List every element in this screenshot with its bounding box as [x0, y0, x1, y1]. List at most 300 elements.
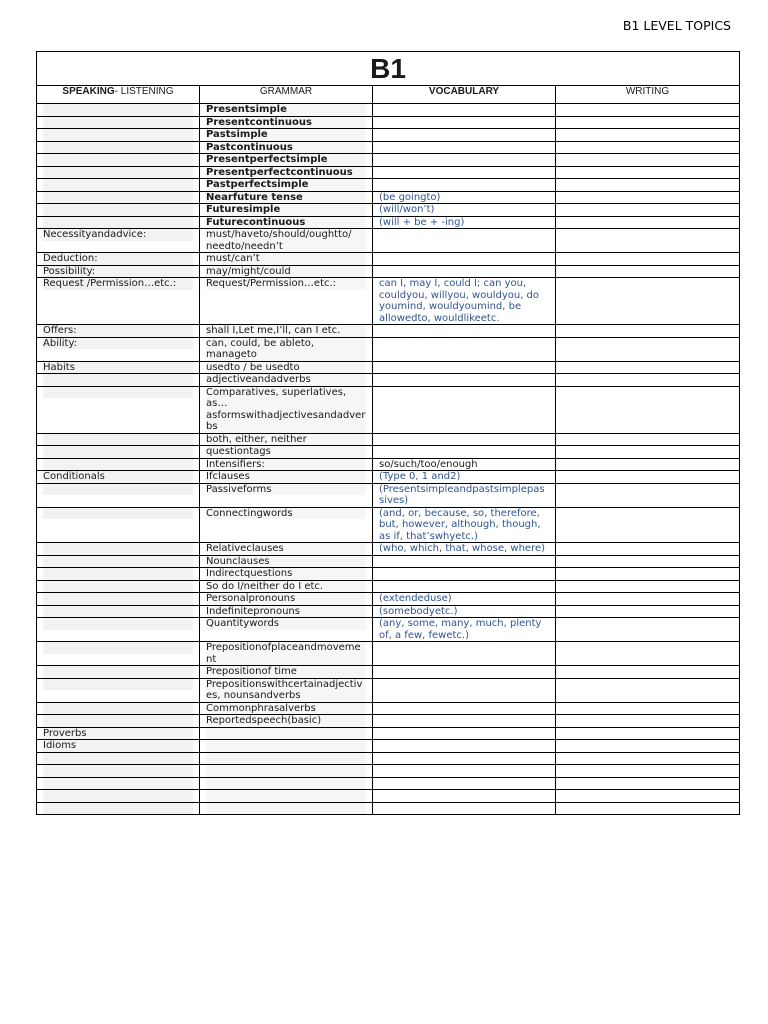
vocabulary-cell-text: [379, 229, 382, 240]
table-row: [37, 325, 740, 338]
speaking-cell: [37, 337, 200, 361]
page-header: B1 LEVEL TOPICS: [622, 18, 731, 33]
writing-cell: [556, 433, 740, 446]
vocabulary-cell-text: [379, 434, 382, 445]
table-row: [37, 642, 740, 666]
vocabulary-cell-text: [379, 387, 382, 398]
table-row: [37, 702, 740, 715]
header-row: [37, 86, 740, 104]
writing-cell: [556, 618, 740, 642]
speaking-cell: [37, 129, 200, 142]
table-row: [37, 374, 740, 387]
grammar-cell-text: [206, 740, 366, 752]
grammar-cell: [200, 386, 373, 433]
vocabulary-cell: [373, 483, 556, 507]
grammar-cell-text: Futuresimple: [206, 204, 366, 216]
writing-cell: [556, 265, 740, 278]
table-row: [37, 116, 740, 129]
vocabulary-cell: [373, 642, 556, 666]
speaking-cell-text: Possibility:: [43, 266, 193, 278]
grammar-cell: [200, 507, 373, 543]
grammar-cell: [200, 580, 373, 593]
grammar-cell-text: Passiveforms: [206, 484, 366, 496]
vocabulary-cell-text: (will/won’t): [379, 204, 435, 215]
grammar-cell-text: Personalpronouns: [206, 593, 366, 605]
speaking-cell: [37, 386, 200, 433]
speaking-cell: [37, 141, 200, 154]
speaking-cell-text: Proverbs: [43, 728, 193, 740]
grammar-cell: [200, 361, 373, 374]
vocabulary-cell: [373, 702, 556, 715]
table-row: [37, 458, 740, 471]
speaking-cell-text: [43, 556, 193, 568]
table-row: [37, 715, 740, 728]
vocabulary-cell: [373, 507, 556, 543]
writing-cell: [556, 777, 740, 790]
vocabulary-cell: [373, 752, 556, 765]
grammar-cell-text: Connectingwords: [206, 508, 366, 520]
table-row: [37, 802, 740, 815]
writing-cell: [556, 702, 740, 715]
writing-cell: [556, 386, 740, 433]
grammar-cell: [200, 777, 373, 790]
speaking-cell: [37, 727, 200, 740]
speaking-cell-text: Offers:: [43, 325, 193, 337]
speaking-cell: [37, 116, 200, 129]
grammar-cell-text: [206, 765, 366, 777]
writing-cell: [556, 458, 740, 471]
table-row: [37, 727, 740, 740]
grammar-cell-text: Intensifiers:: [206, 459, 366, 471]
table-row: [37, 543, 740, 556]
grammar-cell: [200, 765, 373, 778]
grammar-cell-text: Comparatives, superlatives, as… asformswithadjectivesandadverbs: [206, 386, 366, 432]
speaking-cell-text: [43, 387, 193, 399]
speaking-cell: [37, 568, 200, 581]
grammar-cell: [200, 618, 373, 642]
vocabulary-cell-text: [379, 666, 382, 677]
grammar-cell: [200, 642, 373, 666]
speaking-cell-text: [43, 543, 193, 555]
grammar-cell-text: Pastcontinuous: [206, 142, 366, 154]
speaking-cell-text: [43, 790, 193, 802]
speaking-cell: [37, 154, 200, 167]
writing-cell: [556, 229, 740, 253]
vocabulary-cell-text: [379, 167, 382, 178]
grammar-cell-text: Presentperfectsimple: [206, 154, 366, 166]
speaking-cell-text: [43, 642, 193, 654]
grammar-cell-text: must/can’t: [206, 253, 366, 265]
speaking-cell-text: [43, 618, 193, 630]
writing-cell: [556, 580, 740, 593]
speaking-cell-text: Ability:: [43, 338, 193, 350]
writing-cell: [556, 543, 740, 556]
speaking-cell: [37, 543, 200, 556]
speaking-cell: [37, 458, 200, 471]
grammar-cell: [200, 191, 373, 204]
speaking-cell-text: [43, 117, 193, 129]
table-row: [37, 446, 740, 459]
table-row: [37, 507, 740, 543]
grammar-cell: [200, 325, 373, 338]
speaking-cell: [37, 216, 200, 229]
speaking-cell-text: [43, 104, 193, 116]
grammar-cell-text: must/haveto/should/oughtto/ needto/needn’t: [206, 229, 366, 252]
grammar-cell: [200, 678, 373, 702]
speaking-cell-text: [43, 778, 193, 790]
speaking-cell: [37, 777, 200, 790]
speaking-cell-text: Necessityandadvice:: [43, 229, 193, 241]
speaking-cell: [37, 166, 200, 179]
grammar-cell: [200, 555, 373, 568]
vocabulary-cell-text: (and, or, because, so, therefore, but, however, although, though, as if, that’swhyetc.): [379, 507, 541, 542]
speaking-cell-text: [43, 142, 193, 154]
speaking-cell-text: [43, 217, 193, 229]
header-vocabulary: VOCABULARY: [373, 86, 556, 104]
speaking-cell: [37, 191, 200, 204]
writing-cell: [556, 507, 740, 543]
speaking-cell-text: Request /Permission…etc.:: [43, 278, 193, 290]
grammar-cell-text: Reportedspeech(basic): [206, 715, 366, 727]
grammar-cell: [200, 141, 373, 154]
vocabulary-cell: [373, 129, 556, 142]
speaking-cell-text: [43, 593, 193, 605]
grammar-cell: [200, 278, 373, 325]
vocabulary-cell-text: (will + be + -ing): [379, 216, 465, 228]
vocabulary-cell: [373, 568, 556, 581]
vocabulary-cell: [373, 179, 556, 192]
grammar-cell: [200, 702, 373, 715]
speaking-cell: [37, 483, 200, 507]
writing-cell: [556, 129, 740, 142]
grammar-cell-text: [206, 728, 366, 740]
speaking-cell-text: [43, 803, 193, 815]
grammar-cell-text: adjectiveandadverbs: [206, 374, 366, 386]
speaking-cell-text: [43, 581, 193, 593]
table-row: [37, 777, 740, 790]
writing-cell: [556, 253, 740, 266]
speaking-cell-text: [43, 204, 193, 216]
grammar-cell: [200, 802, 373, 815]
grammar-cell-text: both, either, neither: [206, 434, 366, 446]
vocabulary-cell: [373, 204, 556, 217]
grammar-cell-text: Quantitywords: [206, 618, 366, 630]
vocabulary-cell: [373, 471, 556, 484]
table-row: [37, 216, 740, 229]
vocabulary-cell-text: [379, 154, 382, 165]
vocabulary-cell: [373, 278, 556, 325]
grammar-cell-text: Indefinitepronouns: [206, 606, 366, 618]
speaking-cell: [37, 555, 200, 568]
vocabulary-cell-text: (be goingto): [379, 191, 441, 203]
vocabulary-cell-text: [379, 679, 382, 690]
vocabulary-cell-text: [379, 703, 382, 714]
vocabulary-cell-text: [379, 568, 382, 579]
vocabulary-cell: [373, 740, 556, 753]
speaking-cell-text: [43, 679, 193, 691]
speaking-cell: [37, 642, 200, 666]
vocabulary-cell-text: [379, 129, 382, 140]
vocabulary-cell: [373, 191, 556, 204]
table-row: [37, 253, 740, 266]
grammar-cell-text: can, could, be ableto, manageto: [206, 338, 366, 361]
vocabulary-cell: [373, 374, 556, 387]
speaking-cell: [37, 446, 200, 459]
table-row: [37, 191, 740, 204]
vocabulary-cell: [373, 446, 556, 459]
grammar-cell-text: Presentperfectcontinuous: [206, 167, 366, 179]
vocabulary-cell-text: (Type 0, 1 and2): [379, 471, 461, 482]
grammar-cell: [200, 605, 373, 618]
vocabulary-cell: [373, 666, 556, 679]
speaking-cell: [37, 374, 200, 387]
writing-cell: [556, 727, 740, 740]
grammar-cell-text: So do I/neither do I etc.: [206, 581, 366, 593]
document-title: B1: [37, 52, 740, 86]
speaking-cell: [37, 740, 200, 753]
writing-cell: [556, 204, 740, 217]
writing-cell: [556, 765, 740, 778]
vocabulary-cell-text: [379, 325, 382, 336]
grammar-cell: [200, 229, 373, 253]
speaking-cell: [37, 265, 200, 278]
vocabulary-cell: [373, 104, 556, 117]
table-row: [37, 104, 740, 117]
table-row: [37, 666, 740, 679]
table-row: [37, 386, 740, 433]
grammar-cell: [200, 166, 373, 179]
table-row: [37, 361, 740, 374]
vocabulary-cell-text: so/such/too/enough: [379, 458, 478, 470]
writing-cell: [556, 337, 740, 361]
grammar-cell-text: Nearfuture tense: [206, 192, 366, 204]
speaking-cell-text: [43, 753, 193, 765]
vocabulary-cell: [373, 116, 556, 129]
vocabulary-cell: [373, 777, 556, 790]
writing-cell: [556, 374, 740, 387]
grammar-cell: [200, 216, 373, 229]
vocabulary-cell-text: [379, 556, 382, 567]
grammar-cell-text: Presentcontinuous: [206, 117, 366, 129]
vocabulary-cell: [373, 790, 556, 803]
vocabulary-cell-text: [379, 790, 382, 801]
grammar-cell: [200, 154, 373, 167]
writing-cell: [556, 605, 740, 618]
writing-cell: [556, 666, 740, 679]
writing-cell: [556, 116, 740, 129]
grammar-cell: [200, 568, 373, 581]
vocabulary-cell: [373, 765, 556, 778]
vocabulary-cell: [373, 555, 556, 568]
speaking-cell: [37, 790, 200, 803]
writing-cell: [556, 790, 740, 803]
speaking-cell: [37, 593, 200, 606]
writing-cell: [556, 191, 740, 204]
grammar-cell-text: [206, 778, 366, 790]
grammar-cell: [200, 593, 373, 606]
speaking-cell: [37, 666, 200, 679]
speaking-cell: [37, 361, 200, 374]
writing-cell: [556, 154, 740, 167]
vocabulary-cell-text: (who, which, that, whose, where): [379, 543, 546, 554]
grammar-cell: [200, 471, 373, 484]
grammar-cell: [200, 253, 373, 266]
grammar-cell-text: [206, 753, 366, 765]
vocabulary-cell: [373, 229, 556, 253]
speaking-cell-text: Habits: [43, 362, 193, 374]
vocabulary-cell: [373, 580, 556, 593]
writing-cell: [556, 179, 740, 192]
grammar-cell-text: Futurecontinuous: [206, 217, 366, 229]
writing-cell: [556, 555, 740, 568]
speaking-cell: [37, 253, 200, 266]
table-row: [37, 204, 740, 217]
header-speaking: SPEAKING: [62, 86, 115, 97]
speaking-cell: [37, 752, 200, 765]
grammar-cell-text: Prepositionofplaceandmovement: [206, 642, 366, 665]
speaking-cell-text: [43, 606, 193, 618]
writing-cell: [556, 715, 740, 728]
table-row: [37, 433, 740, 446]
vocabulary-cell-text: [379, 642, 382, 653]
header-grammar: GRAMMAR: [200, 86, 373, 104]
speaking-cell: [37, 765, 200, 778]
grammar-cell: [200, 179, 373, 192]
vocabulary-cell-text: [379, 374, 382, 385]
speaking-cell-text: [43, 167, 193, 179]
table-row: [37, 265, 740, 278]
header-speaking-listening: [37, 86, 200, 104]
vocabulary-cell: [373, 265, 556, 278]
vocabulary-cell-text: can I, may I, could I; can you, couldyou, willyou, wouldyou, do youmind, wouldyoumind, be allowedto, wouldlikeetc.: [379, 278, 540, 324]
vocabulary-cell: [373, 216, 556, 229]
vocabulary-cell-text: [379, 753, 382, 764]
vocabulary-cell-text: [379, 142, 382, 153]
vocabulary-cell: [373, 253, 556, 266]
speaking-cell-text: Conditionals: [43, 471, 193, 483]
writing-cell: [556, 740, 740, 753]
header-listening: - LISTENING: [114, 86, 174, 97]
speaking-cell-text: [43, 129, 193, 141]
grammar-cell-text: Commonphrasalverbs: [206, 703, 366, 715]
writing-cell: [556, 483, 740, 507]
speaking-cell-text: [43, 374, 193, 386]
speaking-cell: [37, 802, 200, 815]
vocabulary-cell: [373, 618, 556, 642]
grammar-cell: [200, 204, 373, 217]
grammar-cell: [200, 458, 373, 471]
topics-table: [36, 51, 740, 815]
speaking-cell-text: [43, 179, 193, 191]
grammar-cell: [200, 752, 373, 765]
grammar-cell-text: shall I,Let me,I’ll, can I etc.: [206, 325, 366, 337]
grammar-cell-text: questiontags: [206, 446, 366, 458]
vocabulary-cell: [373, 361, 556, 374]
writing-cell: [556, 446, 740, 459]
speaking-cell: [37, 179, 200, 192]
speaking-cell-text: Deduction:: [43, 253, 193, 265]
vocabulary-cell: [373, 802, 556, 815]
table-row: [37, 483, 740, 507]
vocabulary-cell: [373, 678, 556, 702]
vocabulary-cell: [373, 154, 556, 167]
vocabulary-cell: [373, 543, 556, 556]
speaking-cell: [37, 715, 200, 728]
table-row: [37, 278, 740, 325]
table-row: [37, 678, 740, 702]
writing-cell: [556, 752, 740, 765]
speaking-cell: [37, 325, 200, 338]
vocabulary-cell: [373, 337, 556, 361]
grammar-cell: [200, 483, 373, 507]
vocabulary-cell: [373, 166, 556, 179]
grammar-cell-text: Pastsimple: [206, 129, 366, 141]
speaking-cell: [37, 278, 200, 325]
writing-cell: [556, 278, 740, 325]
vocabulary-cell-text: [379, 715, 382, 726]
grammar-cell-text: Pastperfectsimple: [206, 179, 366, 191]
grammar-cell-text: Presentsimple: [206, 104, 366, 116]
vocabulary-cell-text: (any, some, many, much, plenty of, a few, fewetc.): [379, 618, 542, 641]
vocabulary-cell-text: [379, 765, 382, 776]
writing-cell: [556, 325, 740, 338]
grammar-cell: [200, 337, 373, 361]
table-row: [37, 471, 740, 484]
speaking-cell: [37, 433, 200, 446]
table-row: [37, 618, 740, 642]
vocabulary-cell: [373, 727, 556, 740]
grammar-cell: [200, 116, 373, 129]
grammar-cell-text: Relativeclauses: [206, 543, 366, 555]
speaking-cell-text: [43, 765, 193, 777]
writing-cell: [556, 216, 740, 229]
table-row: [37, 605, 740, 618]
speaking-cell-text: [43, 434, 193, 446]
grammar-cell-text: Request/Permission…etc.:: [206, 278, 366, 290]
table-row: [37, 752, 740, 765]
speaking-cell-text: [43, 154, 193, 166]
writing-cell: [556, 642, 740, 666]
table-row: [37, 179, 740, 192]
speaking-cell: [37, 702, 200, 715]
grammar-cell: [200, 129, 373, 142]
speaking-cell: [37, 618, 200, 642]
grammar-cell-text: Prepositionswithcertainadjectives, nounsandverbs: [206, 679, 366, 702]
vocabulary-cell-text: [379, 803, 382, 814]
vocabulary-cell-text: [379, 253, 382, 264]
writing-cell: [556, 471, 740, 484]
vocabulary-cell: [373, 458, 556, 471]
grammar-cell: [200, 265, 373, 278]
writing-cell: [556, 166, 740, 179]
vocabulary-cell: [373, 141, 556, 154]
table-row: [37, 790, 740, 803]
table-row: [37, 141, 740, 154]
table-row: [37, 740, 740, 753]
vocabulary-cell-text: [379, 104, 382, 115]
vocabulary-cell-text: [379, 740, 382, 751]
speaking-cell-text: [43, 459, 193, 471]
speaking-cell: [37, 580, 200, 593]
grammar-cell: [200, 740, 373, 753]
writing-cell: [556, 361, 740, 374]
table-row: [37, 129, 740, 142]
vocabulary-cell: [373, 433, 556, 446]
speaking-cell-text: [43, 192, 193, 204]
grammar-cell-text: [206, 790, 366, 802]
table-row: [37, 154, 740, 167]
grammar-cell-text: usedto / be usedto: [206, 362, 366, 374]
